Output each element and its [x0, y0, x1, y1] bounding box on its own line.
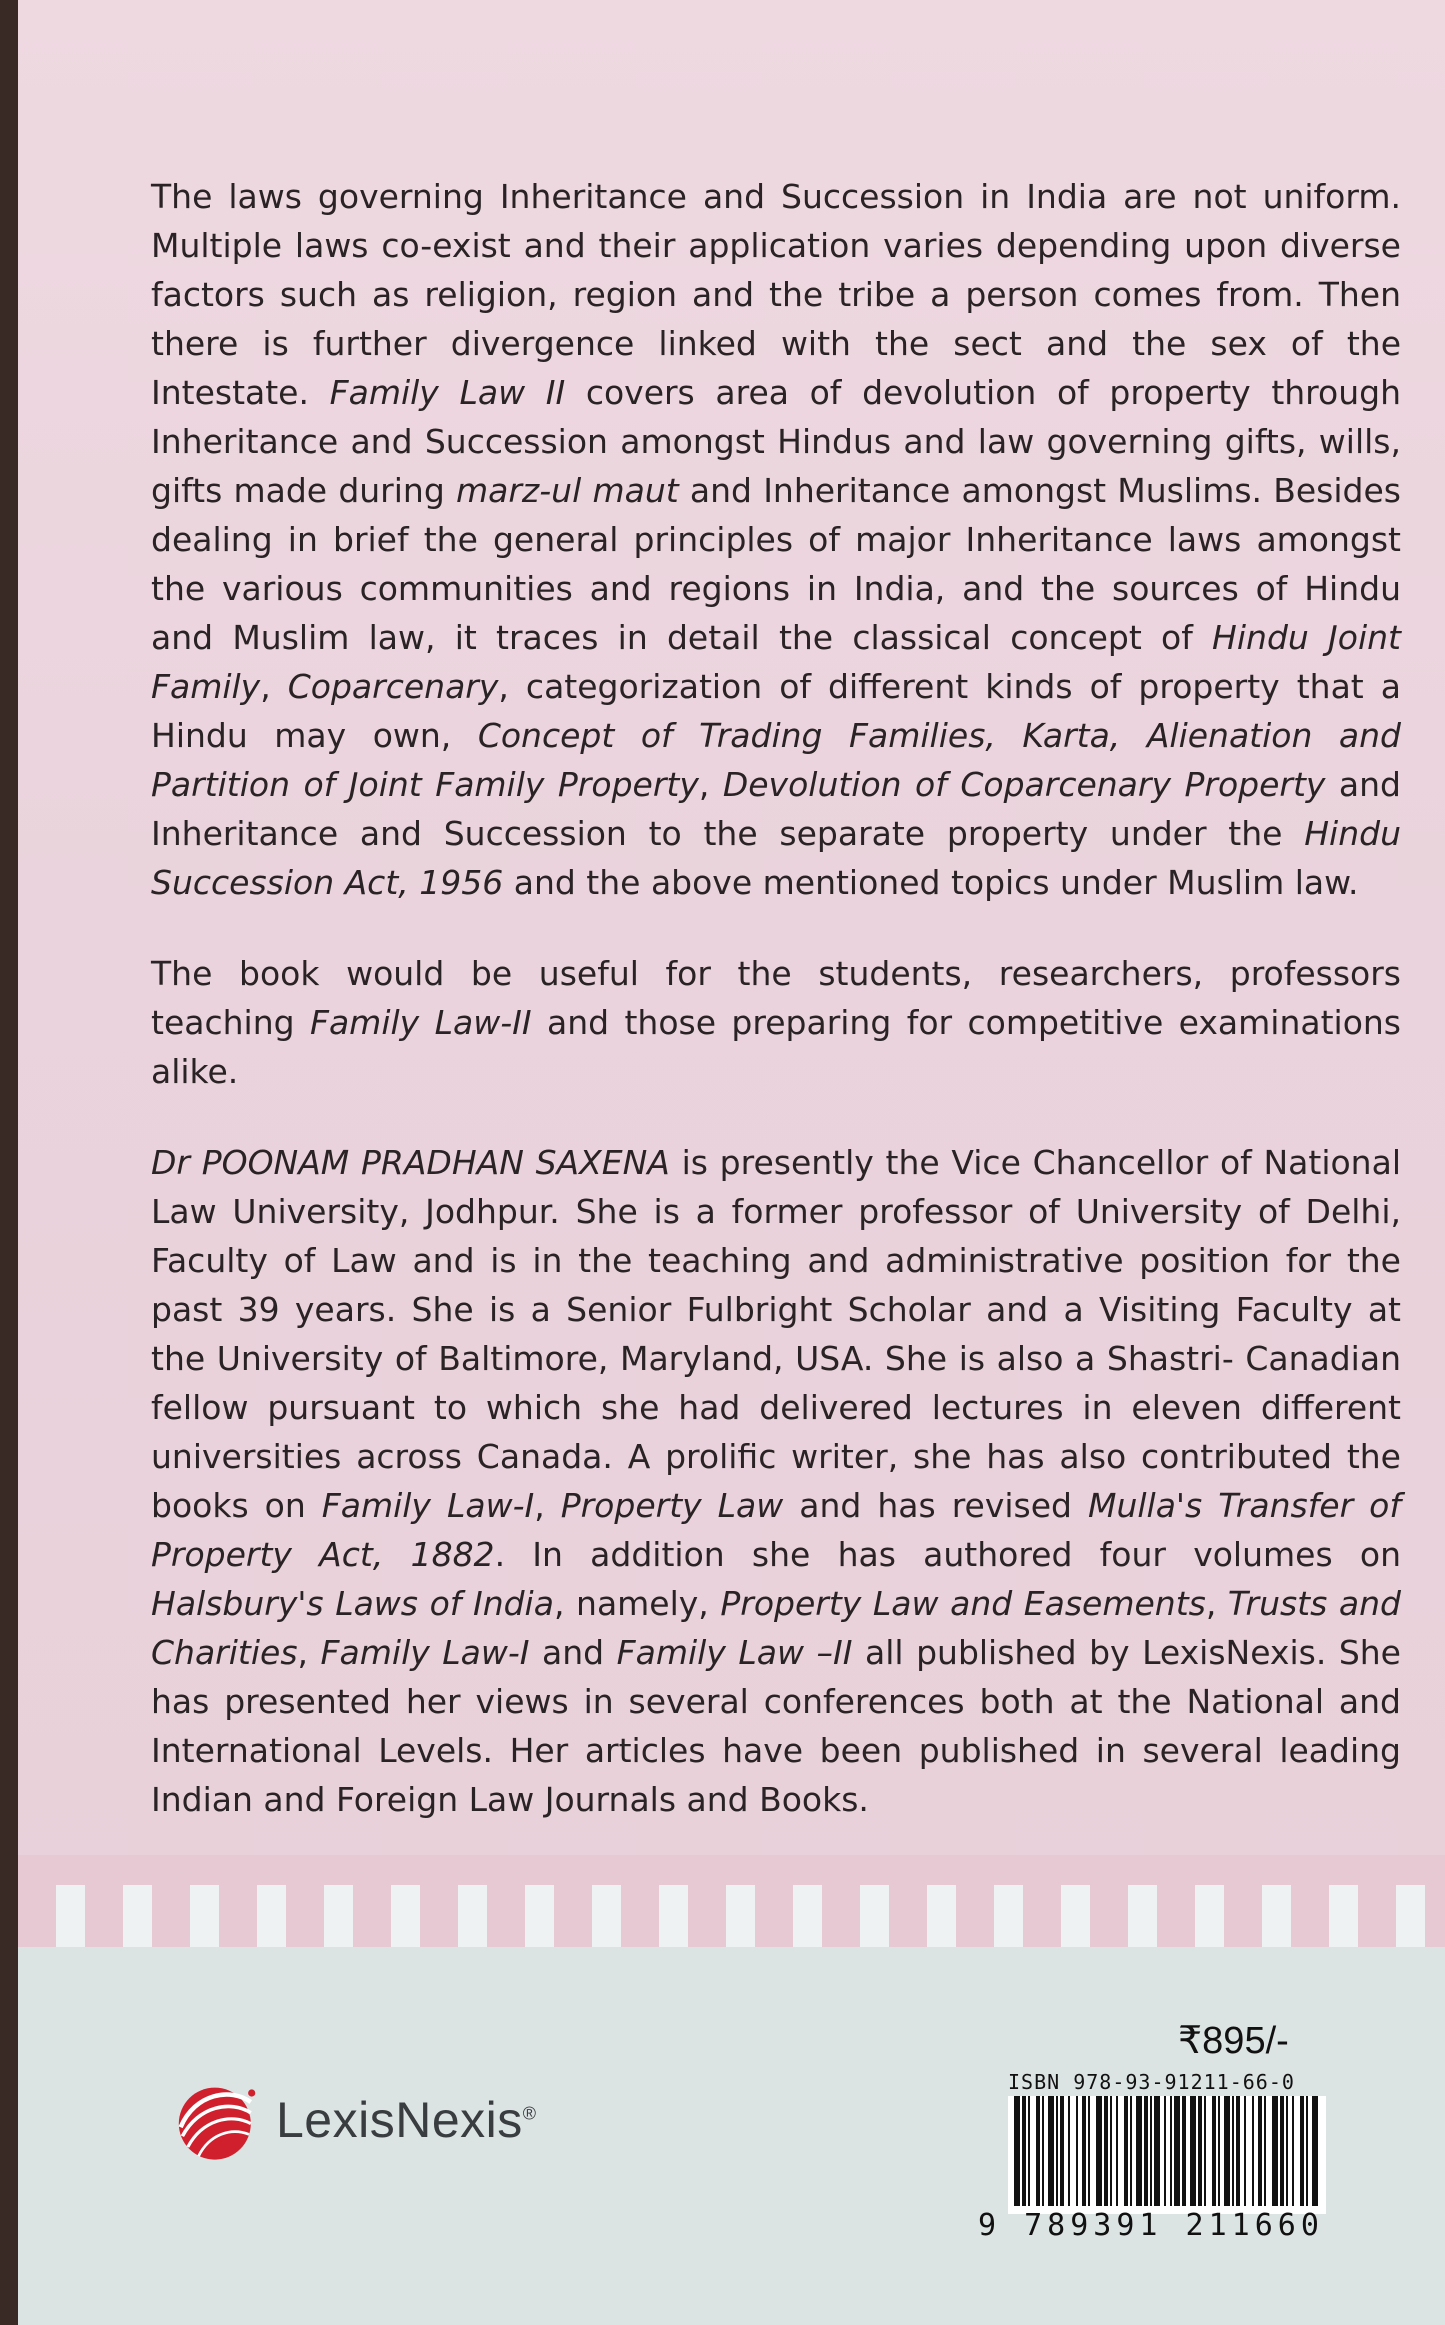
barcode-bar [1198, 2096, 1202, 2206]
barcode-bar [1218, 2096, 1220, 2206]
barcode-bar [1076, 2096, 1078, 2206]
barcode-bar [1258, 2096, 1262, 2206]
barcode-bar [1204, 2096, 1206, 2206]
barcode-bar [1164, 2096, 1166, 2206]
barcode-bar [1264, 2096, 1266, 2206]
barcode-bar [1236, 2096, 1240, 2206]
isbn-barcode [1008, 2096, 1326, 2214]
decorative-pattern-strip [18, 1855, 1445, 1947]
barcode-bar [1280, 2096, 1284, 2206]
barcode-bar [1174, 2096, 1180, 2206]
isbn-label: ISBN 978-93-91211-66-0 [1008, 2070, 1295, 2094]
barcode-bar [1244, 2096, 1246, 2206]
barcode-bar [1096, 2096, 1102, 2206]
barcode-bar [1136, 2096, 1142, 2206]
barcode-bar [1036, 2096, 1040, 2206]
cover-text [151, 172, 1401, 1824]
barcode-bar [1014, 2096, 1020, 2206]
barcode-bar [1060, 2096, 1064, 2206]
barcode-bar [1232, 2096, 1234, 2206]
barcode-bar [1056, 2096, 1058, 2206]
barcode-bar [1022, 2096, 1026, 2206]
barcode-bar [1272, 2096, 1278, 2206]
barcode-bar [1116, 2096, 1118, 2206]
barcode-bar [1150, 2096, 1152, 2206]
publisher-logo [168, 2075, 537, 2165]
barcode-bar [1190, 2096, 1196, 2206]
barcode-bar [1124, 2096, 1128, 2206]
lexisnexis-globe-icon [168, 2075, 258, 2165]
barcode-bar [1312, 2096, 1318, 2206]
barcode-bar [1154, 2096, 1160, 2206]
barcode-bar [1224, 2096, 1230, 2206]
barcode-bar [1292, 2096, 1294, 2206]
barcode-bar [1300, 2096, 1304, 2206]
author-name: Dr POONAM PRADHAN SAXENA [151, 1143, 670, 1182]
barcode-digits: 9 789391 211660 [978, 2208, 1324, 2243]
barcode-bar [1306, 2096, 1308, 2206]
price-label: ₹895/- [1178, 2020, 1289, 2062]
barcode-bar [1130, 2096, 1132, 2206]
barcode-bar [1082, 2096, 1086, 2206]
barcode-bar [1028, 2096, 1030, 2206]
barcode-bar [1048, 2096, 1054, 2206]
author-bio: Dr POONAM PRADHAN SAXENA is presently the Vice Chancellor of National Law University, Jodhpur. She is a former professor of University of Delhi, Faculty of Law and is in the teaching and administrative position for the past 39 years. She is a Senior Fulbright Scholar and a Visiting Faculty at the University of Baltimore, Maryland, USA. She is also a Shastri- Canadian fellow pursuant to which she had delivered lectures in eleven different universities across Canada. A prolific writer, she has also contributed the books on Family Law-I, Property Law and has revised Mulla's Transfer of Property Act, 1882. In addition she has authored four volumes on Halsbury's Laws of India, namely, Property Law and Easements, Trusts and Charities, Family Law-I and Family Law –II all published by LexisNexis. She has presented her views in several conferences both at the National and International Levels. Her articles have been published in several leading Indian and Foreign Law Journals and Books. [151, 1143, 1401, 1819]
barcode-bar [1042, 2096, 1044, 2206]
book-back-cover [18, 0, 1445, 2325]
description-paragraph-2: The book would be useful for the students, researchers, professors teaching Family Law-II and those preparing for competitive examinations alike. [151, 954, 1402, 1091]
barcode-bars [1014, 2096, 1320, 2214]
barcode-bar [1170, 2096, 1172, 2206]
barcode-bar [1252, 2096, 1254, 2206]
barcode-bar [1286, 2096, 1288, 2206]
barcode-bar [1088, 2096, 1090, 2206]
publisher-name: LexisNexis® [276, 2092, 537, 2148]
barcode-bar [1212, 2096, 1216, 2206]
barcode-bar [1110, 2096, 1112, 2206]
barcode-bar [1182, 2096, 1186, 2206]
description-paragraph-1: The laws governing Inheritance and Succession in India are not uniform. Multiple laws co-exist and their application varies depending upon diverse factors such as religion, region and the tribe a person comes from. Then there is further divergence linked with the sect and the sex of the Intestate. Family Law II covers area of devolution of property through Inheritance and Succession amongst Hindus and law governing gifts, wills, gifts made during marz-ul maut and Inheritance amongst Muslims. Besides dealing in brief the general principles of major Inheritance laws amongst the various communities and regions in India, and the sources of Hindu and Muslim law, it traces in detail the classical concept of Hindu Joint Family, Coparcenary, categorization of different kinds of property that a Hindu may own, Concept of Trading Families, Karta, Alienation and Partition of Joint Family Property, Devolution of Coparcenary Property and Inheritance and Succession to the separate property under the Hindu Succession Act, 1956 and the above mentioned topics under Muslim law. [151, 177, 1402, 902]
barcode-bar [1068, 2096, 1070, 2206]
barcode-bar [1104, 2096, 1108, 2206]
barcode-bar [1144, 2096, 1148, 2206]
